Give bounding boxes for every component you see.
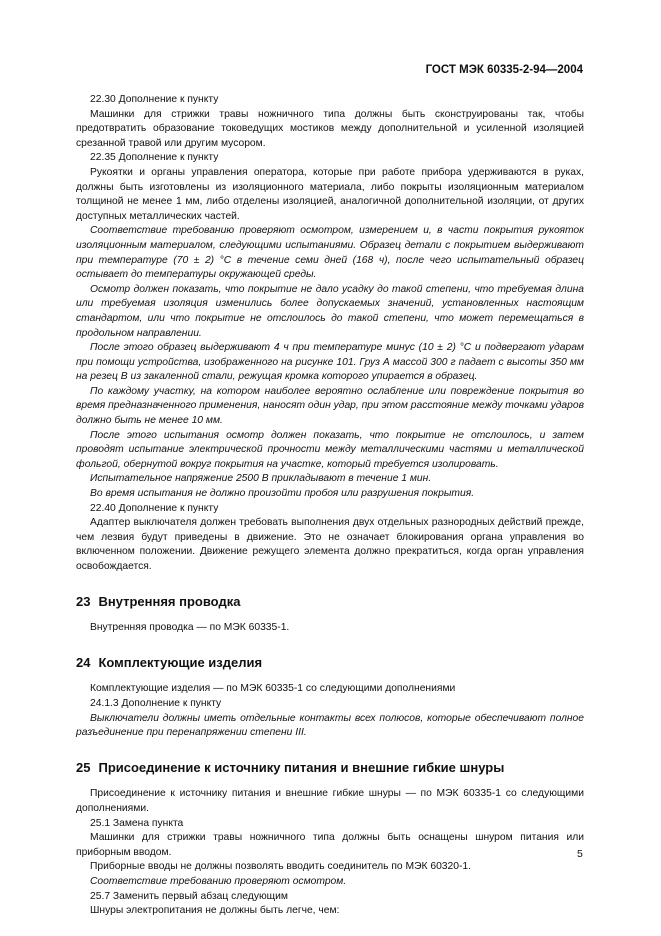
paragraph: 22.35 Дополнение к пункту bbox=[90, 152, 219, 164]
paragraph: Присоединение к источнику питания и внешние гибкие шнуры — по МЭК 60335-1 со следующими дополнениями. bbox=[76, 788, 584, 814]
paragraph: После этого испытания осмотр должен показать, что покрытие не отслоилось, и затем проводят испытание электрической прочности между металлическими частями и металлической фольгой, обернутой вокруг покрытия на участке, который требуется изолировать. bbox=[76, 429, 584, 470]
section-number: 24 bbox=[76, 654, 91, 670]
paragraph: 22.30 Дополнение к пункту bbox=[90, 94, 219, 105]
section-heading bbox=[76, 656, 584, 671]
paragraph: 25.7 Заменить первый абзац следующим bbox=[90, 890, 288, 902]
paragraph: Комплектующие изделия — по МЭК 60335-1 со следующими дополнениями bbox=[90, 683, 456, 695]
page-number: 5 bbox=[577, 848, 583, 860]
section-title: Внутренняя проводка bbox=[98, 593, 241, 609]
section-heading bbox=[76, 761, 584, 776]
section-title: Присоединение к источнику питания и внешние гибкие шнуры bbox=[98, 759, 505, 775]
paragraph: Во время испытания не должно произойти пробоя или разрушения покрытия. bbox=[90, 488, 475, 500]
paragraph: Машинки для стрижки травы ножничного типа должны быть оснащены шнуром питания или приборным вводом. bbox=[76, 832, 584, 858]
paragraph: Внутренняя проводка — по МЭК 60335-1. bbox=[90, 622, 290, 634]
paragraph: Соответствие требованию проверяют осмотром, измерением и, в части покрытия рукояток изоляционным материалом, следующими испытаниями. Образец детали с покрытием выдерживают при температуре (70 ± 2) °С в течение семи дней (168 ч), после чего испытательный образец остывает до температуры окружающей среды. bbox=[76, 225, 584, 281]
paragraph: По каждому участку, на котором наиболее вероятно ослабление или повреждение покрытия во время предназначенного применения, наносят один удар, при этом расстояние между точками ударов должно быть не менее 10 мм. bbox=[76, 385, 584, 427]
paragraph: 24.1.3 Дополнение к пункту bbox=[90, 697, 222, 709]
paragraph: Соответствие требованию проверяют осмотром. bbox=[90, 875, 347, 887]
section-number: 23 bbox=[76, 593, 91, 609]
paragraph: Приборные вводы не должны позволять вводить соединитель по МЭК 60320-1. bbox=[90, 861, 471, 873]
paragraph: Испытательное напряжение 2500 В прикладывают в течение 1 мин. bbox=[90, 473, 432, 485]
paragraph: Выключатели должны иметь отдельные контакты всех полюсов, которые обеспечивают полное разъединение при перенапряжении степени III. bbox=[76, 712, 584, 739]
document-body bbox=[76, 93, 584, 919]
paragraph: Осмотр должен показать, что покрытие не дало усадку до такой степени, что требуемая длина или требуемая изоляция изменились более допускаемых значений, установленных настоящим стандартом, или что покрытие не отслоилось до такой степени, что может перемещаться в продольном направлении. bbox=[76, 283, 584, 339]
paragraph: После этого образец выдерживают 4 ч при температуре минус (10 ± 2) °С и подвергают ударам при помощи устройства, изображенного на рисунке 101. Груз А массой 300 г падает с высоты 350 мм на резец В из закаленной стали, режущая кромка которого упирается в образец. bbox=[76, 342, 584, 383]
paragraph: Адаптер выключателя должен требовать выполнения двух отдельных разнородных действий прежде, чем лезвия будут приведены в движение. Это не означает блокирования органа управления во включенном положении. Движение режущего элемента должно прекратиться, когда орган управления освобождается. bbox=[76, 517, 584, 572]
paragraph: Рукоятки и органы управления оператора, которые при работе прибора удерживаются в руках, должны быть изготовлены из изоляционного материала, либо покрыты изоляционным материалом толщиной не менее 1 мм, либо отделены изоляцией, аналогичной дополнительной изоляции, от других доступных металлических частей. bbox=[76, 166, 584, 222]
page-header: ГОСТ МЭК 60335-2-94—2004 bbox=[425, 64, 583, 76]
paragraph: Машинки для стрижки травы ножничного типа должны быть сконструированы так, чтобы предотвратить образование токоведущих мостиков между дополнительной и усиленной изоляцией срезанной травой или другим мусором. bbox=[76, 108, 584, 149]
section-number: 25 bbox=[76, 759, 91, 775]
paragraph: 25.1 Замена пункта bbox=[90, 817, 184, 829]
section-title: Комплектующие изделия bbox=[98, 654, 263, 670]
section-heading bbox=[76, 595, 584, 610]
paragraph: Шнуры электропитания не должны быть легче, чем: bbox=[90, 905, 340, 917]
paragraph: 22.40 Дополнение к пункту bbox=[90, 502, 219, 514]
